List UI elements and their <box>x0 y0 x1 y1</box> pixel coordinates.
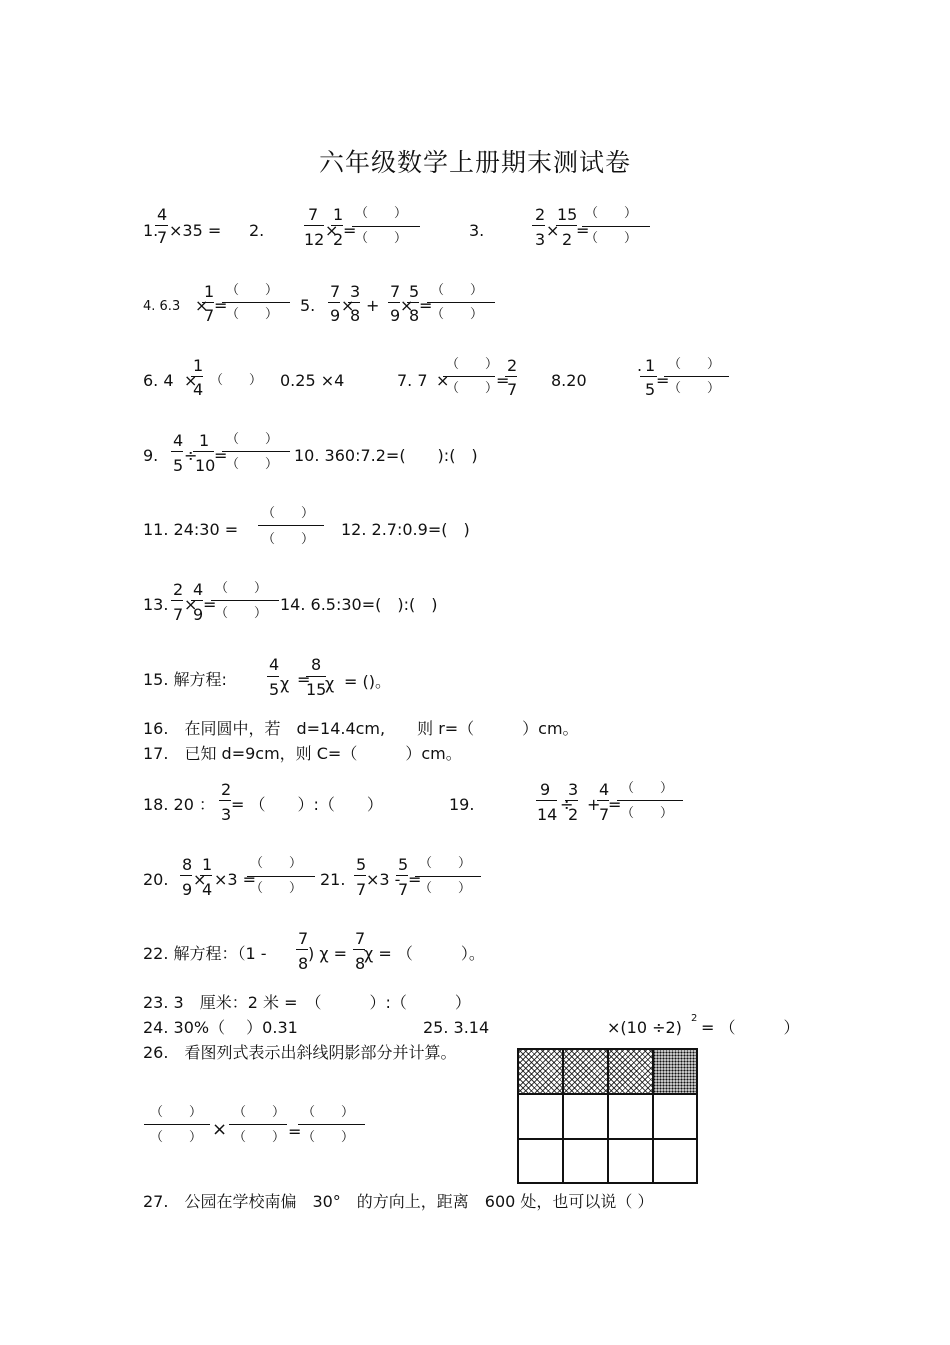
q17-text: 17. 已知 d=9cm，则 C=（ ）cm。 <box>143 744 462 763</box>
q20-n2: 1 <box>202 855 213 874</box>
q22-label: 22. 解方程：（1 - <box>143 944 267 963</box>
q8-d: 5 <box>645 380 656 399</box>
q19-n3: 4 <box>599 780 610 799</box>
grid-cell-hatched-1 <box>517 1048 563 1094</box>
q15-label: 15. 解方程: <box>143 670 227 689</box>
q7-d: 7 <box>507 380 518 399</box>
q5-c: 3 <box>350 282 361 301</box>
q6-compare-blank: （ ） <box>210 373 263 388</box>
q9-d2: 10 <box>195 456 216 475</box>
q26-f3-den: （ ） <box>302 1130 355 1145</box>
q20-label: 20. <box>143 870 169 889</box>
q5-bar1 <box>328 302 340 303</box>
grid-cell-hatched-3 <box>608 1048 653 1094</box>
q20-d1: 9 <box>182 880 193 899</box>
q7-blank-den: （ ） <box>446 381 499 396</box>
grid-line <box>517 1048 519 1184</box>
q5-bar2 <box>348 302 360 303</box>
q9-n2: 1 <box>199 431 210 450</box>
q5-d: 8 <box>350 306 361 325</box>
q7-op: × <box>436 371 450 390</box>
q26-f2-num: （ ） <box>233 1105 286 1120</box>
q3-d2: 2 <box>562 230 573 249</box>
q7-blank-num: （ ） <box>446 357 499 372</box>
q25-expr: ×(10 ÷2) <box>607 1018 682 1037</box>
q2-bar2 <box>331 225 343 226</box>
q8-eq: = <box>656 371 670 390</box>
q21-n1: 5 <box>356 855 367 874</box>
q8-ans-num: （ ） <box>668 357 721 372</box>
q2-n2: 1 <box>333 205 344 224</box>
q22-bar1 <box>296 949 308 950</box>
q20-n1: 8 <box>182 855 193 874</box>
q21-n2: 5 <box>398 855 409 874</box>
q13-bar2 <box>191 600 203 601</box>
q12-text: 12. 2.7:0.9=( ) <box>341 520 470 539</box>
q1-label: 1. <box>143 221 159 240</box>
q9-n1: 4 <box>173 431 184 450</box>
q24-text: 24. 30%（ ）0.31 <box>143 1018 298 1037</box>
q11-ans-bar <box>258 525 324 526</box>
page-title: 六年级数学上册期末测试卷 <box>318 148 631 177</box>
q19-bar1 <box>536 800 557 801</box>
q9-ans-den: （ ） <box>226 457 279 472</box>
q19-ans-num: （ ） <box>621 781 674 796</box>
q3-op: × <box>546 221 560 240</box>
q18-d: 3 <box>221 805 232 824</box>
q9-ans-num: （ ） <box>226 432 279 447</box>
q18-n: 2 <box>221 780 232 799</box>
q20-op: × <box>193 870 207 889</box>
grid-line <box>607 1048 609 1184</box>
q26-f2-den: （ ） <box>233 1130 286 1145</box>
shaded-grid-figure <box>517 1048 698 1184</box>
q7-eq: = <box>496 371 510 390</box>
q7-bar2 <box>505 376 517 377</box>
q7-bar <box>443 376 495 377</box>
q13-n2: 4 <box>193 580 204 599</box>
q18-label: 18. 20 ： <box>143 795 215 814</box>
q2-d2: 2 <box>333 230 344 249</box>
q13-op: × <box>184 595 198 614</box>
q15-n2: 8 <box>311 655 322 674</box>
q5-bar3 <box>388 302 400 303</box>
q13-d1: 7 <box>173 605 184 624</box>
q2-eq: = <box>343 221 357 240</box>
q13-ans-bar <box>211 600 279 601</box>
q3-label: 3. <box>469 221 485 240</box>
q22-n2: 7 <box>355 929 366 948</box>
q6-op: × <box>184 371 198 390</box>
q5-f: 9 <box>390 306 401 325</box>
q9-ans-bar <box>222 451 290 452</box>
q7-n: 2 <box>507 356 518 375</box>
q15-x1: χ <box>280 674 290 693</box>
q26-f1-num: （ ） <box>150 1105 203 1120</box>
q19-n2: 3 <box>568 780 579 799</box>
q5-bar4 <box>407 302 419 303</box>
q21-ans-num: （ ） <box>419 856 472 871</box>
q11-ans-num: （ ） <box>262 506 315 521</box>
q5-op1: × <box>341 296 355 315</box>
q21-ans-den: （ ） <box>419 881 472 896</box>
q13-eq: = <box>203 595 217 614</box>
q19-plus: + <box>587 795 601 814</box>
q1-den: 7 <box>157 228 168 247</box>
q5-ans-bar <box>427 302 495 303</box>
q13-bar1 <box>171 600 183 601</box>
q15-x2: χ <box>325 674 335 693</box>
q2-op: × <box>325 221 339 240</box>
q25-exponent: 2 <box>691 1013 698 1024</box>
q11-ans-den: （ ） <box>262 532 315 547</box>
q20-ans-bar <box>247 876 315 877</box>
q4-ans-num: （ ） <box>226 283 279 298</box>
q23-text: 23. 3 厘米：2 米 = （ ）:（ ） <box>143 993 471 1012</box>
q22-d2: 8 <box>355 954 366 973</box>
grid-cell-hatched-2 <box>563 1048 608 1094</box>
q7-label: 7. 7 <box>397 371 428 390</box>
q13-ans-den: （ ） <box>215 606 268 621</box>
q4-ans-bar <box>222 302 290 303</box>
grid-line <box>696 1048 698 1184</box>
q16-text: 16. 在同圆中，若 d=14.4cm, 则 r=（ ）cm。 <box>143 719 579 738</box>
q5-g: 5 <box>409 282 420 301</box>
q2-ans-bar <box>352 226 420 227</box>
q9-d1: 5 <box>173 456 184 475</box>
q9-eq: = <box>214 446 228 465</box>
q26-f2-bar <box>229 1124 287 1125</box>
q8-ans-bar <box>664 376 729 377</box>
q15-bar2 <box>306 676 326 677</box>
q26-text: 26. 看图列式表示出斜线阴影部分并计算。 <box>143 1043 457 1062</box>
q1-num: 4 <box>157 205 168 224</box>
q13-n1: 2 <box>173 580 184 599</box>
q22-rest: χ = （ ）。 <box>364 944 485 963</box>
q22-d: 8 <box>298 954 309 973</box>
q19-ans-bar <box>617 800 683 801</box>
q3-n1: 2 <box>535 205 546 224</box>
q22-n: 7 <box>298 929 309 948</box>
q20-d2: 4 <box>202 880 213 899</box>
q5-h: 8 <box>409 306 420 325</box>
q3-ans-num: （ ） <box>585 206 638 221</box>
q21-d2: 7 <box>398 880 409 899</box>
q3-d1: 3 <box>535 230 546 249</box>
q18-rest: = （ ）:（ ） <box>231 795 383 814</box>
q20-ans-den: （ ） <box>250 881 303 896</box>
q10-text: 10. 360:7.2=( ):( ) <box>294 446 478 465</box>
q21-bar1 <box>354 875 366 876</box>
q5-eq: = <box>419 296 433 315</box>
q8-bar <box>640 376 657 377</box>
q25-label: 25. 3.14 <box>423 1018 490 1037</box>
q6-rest: 0.25 ×4 <box>280 371 345 390</box>
q27-text: 27. 公园在学校南偏 30° 的方向上，距离 600 处，也可以说（ ） <box>143 1192 654 1211</box>
q5-ans-den: （ ） <box>431 307 484 322</box>
q19-div: ÷ <box>560 795 574 814</box>
q5-label: 5. <box>300 296 316 315</box>
q5-b: 9 <box>330 306 341 325</box>
q5-plus: + <box>366 296 380 315</box>
q21-d1: 7 <box>356 880 367 899</box>
q15-n1: 4 <box>269 655 280 674</box>
q14-text: 14. 6.5:30=( ):( ) <box>280 595 438 614</box>
q3-ans-den: （ ） <box>585 231 638 246</box>
q6-bar <box>191 376 203 377</box>
q19-eq: = <box>608 795 622 814</box>
q5-ans-num: （ ） <box>431 283 484 298</box>
q20-bar1 <box>180 875 192 876</box>
q26-f1-bar <box>144 1124 210 1125</box>
q21-eq: = <box>408 870 422 889</box>
q15-bar1 <box>267 676 279 677</box>
q20-ans-num: （ ） <box>250 856 303 871</box>
q2-n1: 7 <box>308 205 319 224</box>
q13-label: 13. <box>143 595 169 614</box>
q21-mid: ×3 - <box>366 870 401 889</box>
q2-ans-den: （ ） <box>355 231 408 246</box>
q15-d2: 15 <box>306 680 327 699</box>
q4-d: 7 <box>204 306 215 325</box>
q26-eq: = <box>288 1122 302 1141</box>
q6-n: 1 <box>193 356 204 375</box>
q4-op: × <box>195 296 209 315</box>
q8-ans-den: （ ） <box>668 381 721 396</box>
q26-op: × <box>212 1119 228 1140</box>
q3-ans-bar <box>582 226 650 227</box>
q4-ans-den: （ ） <box>226 307 279 322</box>
q5-op2: × <box>400 296 414 315</box>
q1-rest: ×35 = <box>169 221 222 240</box>
q2-d1: 12 <box>304 230 325 249</box>
q9-div: ÷ <box>184 446 198 465</box>
q3-n2: 15 <box>557 205 578 224</box>
q21-ans-bar <box>415 876 481 877</box>
q3-bar2 <box>556 225 577 226</box>
grid-cell-dotted <box>653 1048 698 1094</box>
q4-eq: = <box>214 296 228 315</box>
q5-e: 7 <box>390 282 401 301</box>
q9-bar2 <box>193 451 214 452</box>
q6-label: 6. 4 <box>143 371 174 390</box>
q20-rest: ×3 = <box>214 870 257 889</box>
q3-eq: = <box>576 221 590 240</box>
q21-label: 21. <box>320 870 346 889</box>
q13-ans-num: （ ） <box>215 581 268 596</box>
q26-f3-bar <box>298 1124 365 1125</box>
q5-a: 7 <box>330 282 341 301</box>
q19-d2: 2 <box>568 805 579 824</box>
q2-bar1 <box>304 225 324 226</box>
q19-d1: 14 <box>537 805 558 824</box>
q4-n: 1 <box>204 282 215 301</box>
q26-f3-num: （ ） <box>302 1105 355 1120</box>
q19-ans-den: （ ） <box>621 806 674 821</box>
q6-d: 4 <box>193 380 204 399</box>
q9-label: 9. <box>143 446 159 465</box>
q15-rest: = ()。 <box>344 672 391 691</box>
q22-mid: ) χ = <box>308 944 348 963</box>
q15-d1: 5 <box>269 680 280 699</box>
q11-label: 11. 24:30 = <box>143 520 239 539</box>
q8-n: 1 <box>645 356 656 375</box>
q3-bar1 <box>532 225 545 226</box>
q9-bar1 <box>171 451 183 452</box>
q25-tail: = （ ） <box>701 1018 800 1037</box>
q8-label: 8.20 <box>551 371 587 390</box>
q18-bar <box>219 800 231 801</box>
q19-d3: 7 <box>599 805 610 824</box>
q19-n1: 9 <box>540 780 551 799</box>
grid-line <box>562 1048 564 1184</box>
q4-bar <box>202 302 214 303</box>
q19-bar2 <box>565 800 578 801</box>
q26-f1-den: （ ） <box>150 1130 203 1145</box>
q20-bar2 <box>200 875 212 876</box>
grid-line <box>652 1048 654 1184</box>
q8-dot: . <box>637 356 643 375</box>
q1-fraction-bar <box>155 225 168 226</box>
q19-label: 19. <box>449 795 475 814</box>
q4-label: 4. 6.3 <box>143 299 181 314</box>
q13-d2: 9 <box>193 605 204 624</box>
q2-ans-num: （ ） <box>355 206 408 221</box>
q15-eq1: = <box>297 670 311 689</box>
q2-label: 2. <box>249 221 265 240</box>
q21-bar2 <box>396 875 408 876</box>
